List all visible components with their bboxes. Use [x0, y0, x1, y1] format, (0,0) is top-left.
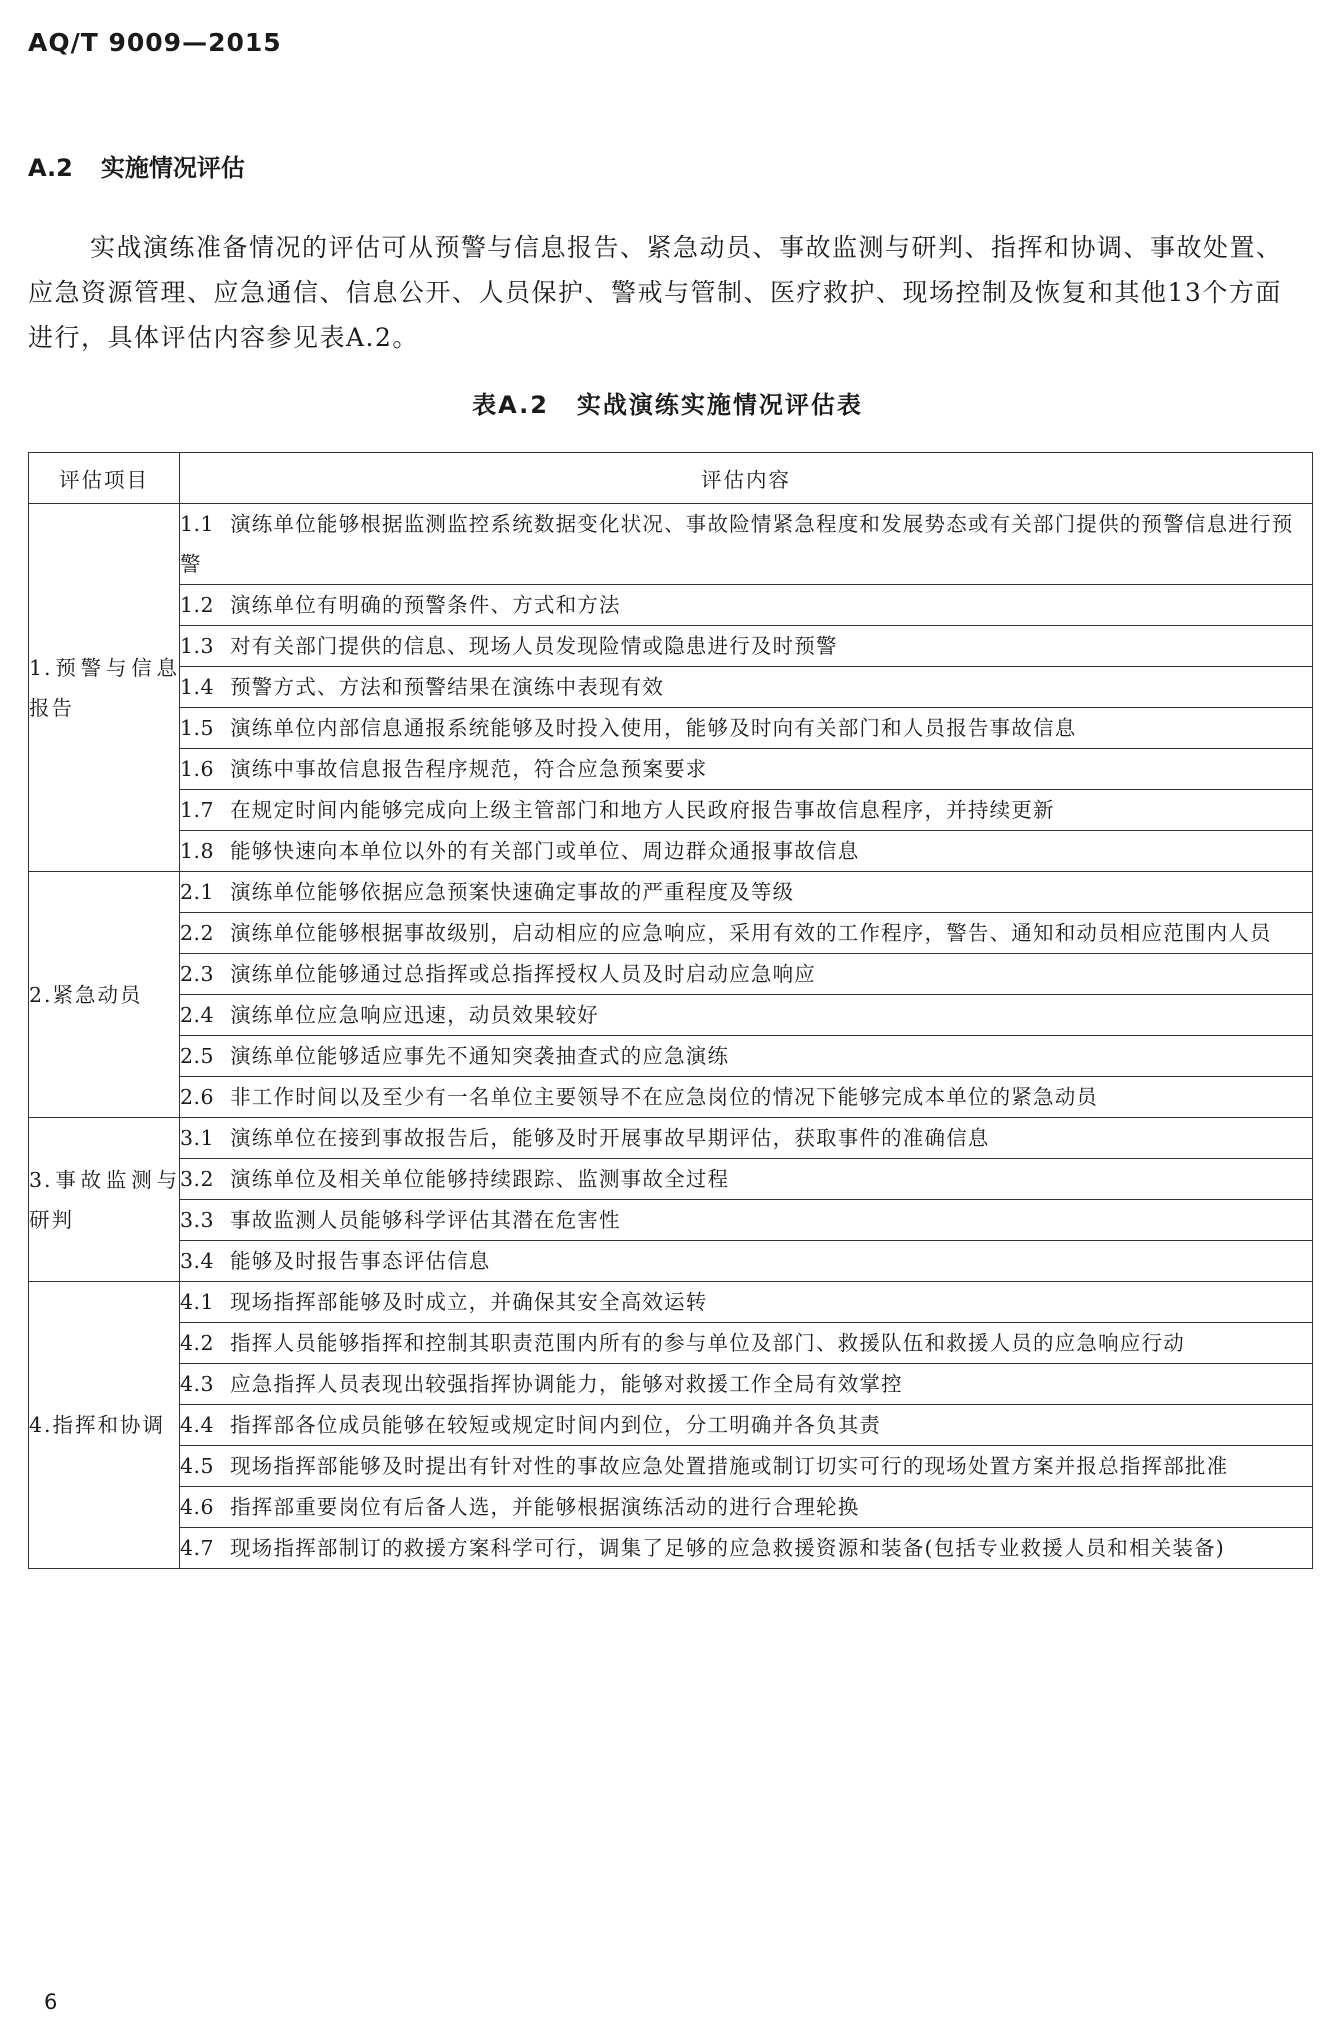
item-text: 在规定时间内能够完成向上级主管部门和地方人民政府报告事故信息程序，并持续更新 — [230, 798, 1055, 822]
content-cell — [180, 1405, 1313, 1446]
item-text: 非工作时间以及至少有一名单位主要领导不在应急岗位的情况下能够完成本单位的紧急动员 — [230, 1085, 1099, 1109]
content-cell — [180, 1364, 1313, 1405]
table-row — [29, 1446, 1313, 1487]
item-number: 1.1 — [180, 512, 215, 536]
content-cell — [180, 626, 1313, 667]
item-number: 4.4 — [180, 1413, 215, 1437]
item-number: 4.7 — [180, 1536, 215, 1560]
content-cell — [180, 708, 1313, 749]
content-cell — [180, 1200, 1313, 1241]
table-row — [29, 1200, 1313, 1241]
table-title — [0, 385, 1335, 420]
item-number: 3.2 — [180, 1167, 215, 1191]
table-row — [29, 1282, 1313, 1323]
content-cell — [180, 504, 1313, 585]
item-number: 4.1 — [180, 1290, 215, 1314]
table-row — [29, 749, 1313, 790]
table-row — [29, 1487, 1313, 1528]
table-row — [29, 626, 1313, 667]
content-cell — [180, 1036, 1313, 1077]
item-text: 指挥部重要岗位有后备人选，并能够根据演练活动的进行合理轮换 — [230, 1495, 860, 1519]
table-row — [29, 1036, 1313, 1077]
table-row — [29, 913, 1313, 954]
item-number: 1.4 — [180, 675, 215, 699]
page-number: 6 — [44, 1990, 58, 2014]
item-text: 现场指挥部能够及时提出有针对性的事故应急处置措施或制订切实可行的现场处置方案并报总指挥部批准 — [230, 1454, 1229, 1478]
item-number: 2.5 — [180, 1044, 215, 1068]
content-cell — [180, 1528, 1313, 1569]
section-heading — [28, 148, 245, 183]
item-text: 应急指挥人员表现出较强指挥协调能力，能够对救援工作全局有效掌控 — [230, 1372, 903, 1396]
item-text: 现场指挥部能够及时成立，并确保其安全高效运转 — [230, 1290, 708, 1314]
table-title-text: 实战演练实施情况评估表 — [576, 391, 863, 419]
item-number: 1.3 — [180, 634, 215, 658]
item-text: 对有关部门提供的信息、现场人员发现险情或隐患进行及时预警 — [230, 634, 838, 658]
item-number: 1.2 — [180, 593, 215, 617]
table-row — [29, 1323, 1313, 1364]
item-text: 演练单位能够依据应急预案快速确定事故的严重程度及等级 — [230, 880, 795, 904]
item-number: 4.5 — [180, 1454, 215, 1478]
item-number: 4.3 — [180, 1372, 215, 1396]
header-eval-content: 评估内容 — [180, 453, 1313, 504]
table-row — [29, 954, 1313, 995]
item-text: 现场指挥部制订的救援方案科学可行，调集了足够的应急救援资源和装备(包括专业救援人员和相关装备) — [230, 1536, 1226, 1560]
table-row — [29, 1528, 1313, 1569]
table-row — [29, 585, 1313, 626]
table-row — [29, 504, 1313, 585]
item-number: 2.6 — [180, 1085, 215, 1109]
item-text: 指挥部各位成员能够在较短或规定时间内到位，分工明确并各负其责 — [230, 1413, 882, 1437]
item-number: 2.1 — [180, 880, 215, 904]
item-number: 1.5 — [180, 716, 215, 740]
item-text: 演练单位在接到事故报告后，能够及时开展事故早期评估，获取事件的准确信息 — [230, 1126, 990, 1150]
category-cell: 2.紧急动员 — [29, 872, 180, 1118]
standard-code: AQ/T 9009—2015 — [28, 28, 282, 57]
table-number: 表A.2 — [472, 391, 549, 419]
item-text: 演练单位能够适应事先不通知突袭抽查式的应急演练 — [230, 1044, 730, 1068]
table-row — [29, 667, 1313, 708]
table-row — [29, 1364, 1313, 1405]
category-cell: 1.预警与信息报告 — [29, 504, 180, 872]
table-row — [29, 1405, 1313, 1446]
item-number: 3.1 — [180, 1126, 215, 1150]
content-cell — [180, 749, 1313, 790]
item-text: 事故监测人员能够科学评估其潜在危害性 — [230, 1208, 621, 1232]
item-text: 演练单位能够根据事故级别，启动相应的应急响应，采用有效的工作程序，警告、通知和动员相应范围内人员 — [230, 921, 1272, 945]
item-number: 2.3 — [180, 962, 215, 986]
content-cell — [180, 1282, 1313, 1323]
content-cell — [180, 1077, 1313, 1118]
content-cell — [180, 1487, 1313, 1528]
item-number: 3.3 — [180, 1208, 215, 1232]
item-text: 指挥人员能够指挥和控制其职责范围内所有的参与单位及部门、救援队伍和救援人员的应急响应行动 — [230, 1331, 1185, 1355]
table-row — [29, 872, 1313, 913]
content-cell — [180, 585, 1313, 626]
content-cell — [180, 1241, 1313, 1282]
item-number: 2.4 — [180, 1003, 215, 1027]
content-cell — [180, 954, 1313, 995]
item-number: 2.2 — [180, 921, 215, 945]
content-cell — [180, 1323, 1313, 1364]
table-body — [29, 504, 1313, 1569]
category-cell: 3.事故监测与研判 — [29, 1118, 180, 1282]
content-cell — [180, 1118, 1313, 1159]
content-cell — [180, 790, 1313, 831]
table-row — [29, 1159, 1313, 1200]
evaluation-table — [28, 452, 1313, 1569]
item-text: 演练单位能够通过总指挥或总指挥授权人员及时启动应急响应 — [230, 962, 817, 986]
content-cell — [180, 1446, 1313, 1487]
item-text: 演练单位有明确的预警条件、方式和方法 — [230, 593, 621, 617]
header-eval-item: 评估项目 — [29, 453, 180, 504]
item-number: 1.7 — [180, 798, 215, 822]
item-number: 1.8 — [180, 839, 215, 863]
item-number: 3.4 — [180, 1249, 215, 1273]
item-text: 演练单位及相关单位能够持续跟踪、监测事故全过程 — [230, 1167, 730, 1191]
item-text: 演练单位应急响应迅速，动员效果较好 — [230, 1003, 600, 1027]
content-cell — [180, 831, 1313, 872]
table-row — [29, 790, 1313, 831]
table-row — [29, 708, 1313, 749]
table-row — [29, 1241, 1313, 1282]
table-row — [29, 1118, 1313, 1159]
item-number: 1.6 — [180, 757, 215, 781]
content-cell — [180, 995, 1313, 1036]
content-cell — [180, 1159, 1313, 1200]
content-cell — [180, 872, 1313, 913]
item-text: 演练单位内部信息通报系统能够及时投入使用，能够及时向有关部门和人员报告事故信息 — [230, 716, 1077, 740]
table-row — [29, 831, 1313, 872]
section-number: A.2 — [28, 154, 73, 182]
table-row — [29, 1077, 1313, 1118]
item-text: 能够快速向本单位以外的有关部门或单位、周边群众通报事故信息 — [230, 839, 860, 863]
content-cell — [180, 667, 1313, 708]
item-text: 演练单位能够根据监测监控系统数据变化状况、事故险情紧急程度和发展势态或有关部门提供的预警信息进行预警 — [180, 512, 1294, 576]
item-text: 预警方式、方法和预警结果在演练中表现有效 — [230, 675, 665, 699]
item-number: 4.2 — [180, 1331, 215, 1355]
item-text: 能够及时报告事态评估信息 — [230, 1249, 491, 1273]
item-number: 4.6 — [180, 1495, 215, 1519]
category-cell: 4.指挥和协调 — [29, 1282, 180, 1569]
section-title: 实施情况评估 — [100, 154, 245, 182]
item-text: 演练中事故信息报告程序规范，符合应急预案要求 — [230, 757, 708, 781]
table-header-row — [29, 453, 1313, 504]
content-cell — [180, 913, 1313, 954]
intro-paragraph: 实战演练准备情况的评估可从预警与信息报告、紧急动员、事故监测与研判、指挥和协调、事故处置、应急资源管理、应急通信、信息公开、人员保护、警戒与管制、医疗救护、现场控制及恢复和其他13个方面进行，具体评估内容参见表A.2。 — [28, 233, 1283, 352]
table-row — [29, 995, 1313, 1036]
